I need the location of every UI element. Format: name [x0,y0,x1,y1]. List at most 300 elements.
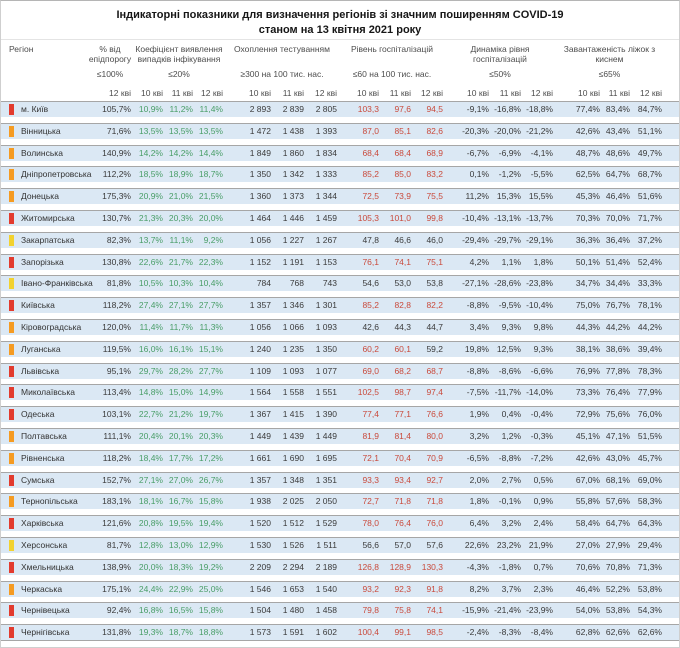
hospital-level-value: 92,7 [426,474,443,485]
detection-value: 13,0% [168,539,193,550]
hospital-level-value: 80,0 [426,430,443,441]
hospital-level-value: 82,6 [426,125,443,136]
threshold-testing: ≥300 на 100 тис. нас. [240,69,324,79]
hospital-dynamics-value: -0,1% [498,496,521,507]
testing-value: 1 551 [315,387,337,398]
hospital-level-value: 60,2 [362,343,379,354]
hospital-level-value: 73,9 [394,191,411,202]
oxygen-beds-value: 70,3% [575,212,600,223]
status-marker-red [9,627,14,638]
hospital-dynamics-value: 15,5% [528,191,553,202]
status-marker-orange [9,584,14,595]
hospital-level-value: 105,3 [357,212,379,223]
oxygen-beds-value: 55,8% [575,496,600,507]
date-label: 10 кві [141,87,163,98]
table-row [1,166,679,182]
table-row [1,188,679,204]
detection-value: 11,4% [199,104,223,114]
oxygen-beds-value: 42,6% [575,452,600,463]
hospital-level-value: 93,4 [394,474,411,485]
oxygen-beds-value: 53,8% [637,583,662,594]
testing-value: 1 152 [249,256,271,267]
testing-value: 1 530 [249,539,271,550]
region-name: Рівненська [21,452,65,463]
hospital-level-value: 71,8 [394,496,411,507]
threshold-epid: ≤100% [96,69,124,79]
detection-value: 17,7% [168,452,193,463]
testing-value: 784 [256,278,271,289]
detection-value: 20,3% [168,212,193,223]
hospital-level-value: 53,8 [426,278,443,289]
testing-value: 1 240 [249,343,271,354]
oxygen-beds-value: 75,6% [605,409,630,420]
oxygen-beds-value: 51,6% [637,191,662,202]
hospital-dynamics-value: 6,4% [469,518,489,529]
oxygen-beds-value: 69,0% [637,474,662,485]
region-cell [1,320,87,335]
oxygen-beds-value: 38,1% [575,343,600,354]
oxygen-beds-value: 62,8% [575,627,600,638]
region-name: Кіровоградська [21,321,82,332]
status-marker-orange [9,322,14,333]
table-row [1,363,679,379]
testing-value: 1 511 [316,539,337,550]
testing-value: 1 439 [282,430,304,441]
hospital-dynamics-value: 23,2% [496,539,521,550]
hospital-dynamics-value: -15,9% [462,605,489,616]
hospital-level-value: 85,2 [362,169,379,180]
oxygen-beds-value: 76,9% [575,365,600,376]
hospital-dynamics-value: -16,8% [494,104,521,114]
table-row [1,123,679,139]
hospital-dynamics-value: -29,7% [494,234,521,245]
testing-value: 1 458 [315,605,337,616]
oxygen-beds-value: 76,4% [605,387,630,398]
hospital-level-value: 77,4 [362,409,379,420]
table-row [1,515,679,531]
region-cell [1,255,87,270]
hospital-level-value: 68,9 [426,147,443,158]
region-name: м. Київ [21,104,49,114]
oxygen-beds-value: 78,3% [637,365,662,376]
hospital-level-value: 91,8 [426,583,443,594]
testing-value: 1 109 [249,365,271,376]
hospital-level-value: 72,1 [362,452,379,463]
oxygen-beds-value: 38,6% [605,343,630,354]
hospital-dynamics-value: 0,5% [533,474,553,485]
testing-value: 1 480 [282,605,304,616]
testing-value: 1 653 [282,583,304,594]
table-row [1,602,679,618]
hospital-level-value: 79,8 [362,605,379,616]
oxygen-beds-value: 51,5% [637,430,662,441]
table-row [1,559,679,575]
testing-value: 1 540 [315,583,337,594]
region-cell [1,560,87,575]
region-cell [1,603,87,618]
hospital-dynamics-value: -21,2% [526,125,553,136]
hospital-dynamics-value: 2,7% [501,474,521,485]
threshold-hospital-level: ≤60 на 100 тис. нас. [352,69,432,79]
status-marker-yellow [9,540,14,551]
region-cell [1,298,87,313]
date-label: 11 кві [171,87,193,98]
hospital-dynamics-value: -6,7% [466,147,489,158]
testing-value: 1 351 [315,474,337,485]
table-row [1,493,679,509]
detection-value: 19,7% [198,409,223,420]
threshold-detection: ≤20% [168,69,190,79]
table-row [1,232,679,248]
detection-value: 18,4% [138,452,163,463]
detection-value: 29,7% [138,365,163,376]
region-name: Одеська [21,409,55,420]
hospital-dynamics-value: -9,5% [498,300,521,311]
region-name: Житомирська [21,212,75,223]
hospital-dynamics-value: -20,0% [494,125,521,136]
detection-value: 14,8% [138,387,163,398]
detection-value: 10,9% [138,104,163,114]
oxygen-beds-value: 36,4% [605,234,630,245]
testing-value: 1 301 [315,300,337,311]
detection-value: 16,8% [138,605,163,616]
hospital-dynamics-value: 9,3% [533,343,553,354]
region-name: Чернівецька [21,605,70,616]
status-marker-red [9,104,14,115]
hospital-dynamics-value: -6,9% [498,147,521,158]
hospital-dynamics-value: 0,4% [501,409,521,420]
detection-value: 20,0% [138,561,163,572]
region-name: Донецька [21,191,59,202]
hospital-dynamics-value: -10,4% [462,212,489,223]
oxygen-beds-value: 46,4% [605,191,630,202]
detection-value: 18,5% [138,169,163,180]
table-row [1,145,679,161]
testing-value: 1 512 [282,518,304,529]
region-cell [1,451,87,466]
hospital-level-value: 76,0 [426,518,443,529]
date-label: 10 кві [467,87,489,98]
testing-value: 2 050 [315,496,337,507]
hospital-dynamics-value: -20,3% [462,125,489,136]
epid-value: 175,1% [102,583,131,594]
testing-value: 1 390 [315,409,337,420]
status-marker-orange [9,148,14,159]
detection-value: 21,7% [168,256,193,267]
oxygen-beds-value: 84,7% [637,104,662,114]
detection-value: 21,0% [168,191,193,202]
oxygen-beds-value: 44,2% [605,321,630,332]
hospital-dynamics-value: 12,5% [496,343,521,354]
status-marker-red [9,518,14,529]
detection-value: 16,0% [138,343,163,354]
date-label: 12 кві [201,87,223,98]
table-row [1,101,679,117]
hospital-level-value: 130,3 [421,561,443,572]
detection-value: 20,3% [198,430,223,441]
hospital-dynamics-value: -14,0% [526,387,553,398]
hospital-dynamics-value: 0,7% [533,561,553,572]
hospital-level-value: 68,4 [362,147,379,158]
testing-value: 1 602 [315,627,337,638]
testing-value: 1 342 [282,169,304,180]
region-cell [1,233,87,248]
testing-value: 1 357 [249,474,271,485]
testing-value: 1 573 [249,627,271,638]
hospital-level-value: 98,7 [394,387,411,398]
oxygen-beds-value: 54,0% [575,605,600,616]
testing-value: 1 373 [282,191,304,202]
hospital-dynamics-value: -8,3% [498,627,521,638]
testing-value: 1 564 [249,387,271,398]
threshold-oxygen-beds: ≤65% [598,69,621,79]
hospital-dynamics-value: -18,8% [526,104,553,114]
testing-value: 1 860 [282,147,304,158]
region-cell [1,625,87,640]
oxygen-beds-value: 68,1% [605,474,630,485]
epid-value: 120,0% [102,321,131,332]
hospital-level-value: 92,3 [394,583,411,594]
region-cell [1,211,87,226]
detection-value: 13,7% [138,234,163,245]
hospital-level-value: 70,9 [426,452,443,463]
hospital-level-value: 74,1 [426,605,443,616]
hospital-dynamics-value: 1,2% [501,430,521,441]
oxygen-beds-value: 58,4% [575,518,600,529]
table-row [1,537,679,553]
testing-value: 1 350 [249,169,271,180]
table-row [1,254,679,270]
column-header-region: Регіон [9,44,34,54]
detection-value: 27,0% [168,474,193,485]
detection-value: 25,0% [198,583,223,594]
oxygen-beds-value: 33,3% [637,278,662,289]
detection-value: 17,2% [198,452,223,463]
region-cell [1,189,87,204]
detection-value: 10,4% [198,278,223,289]
testing-value: 2 805 [315,104,337,114]
hospital-dynamics-value: 11,2% [465,191,489,202]
epid-value: 103,1% [102,409,131,420]
table-row [1,406,679,422]
testing-value: 1 267 [315,234,337,245]
detection-value: 11,2% [169,104,193,114]
testing-value: 1 546 [249,583,271,594]
region-cell [1,364,87,379]
testing-value: 1 834 [315,147,337,158]
hospital-dynamics-value: -21,4% [494,605,521,616]
testing-value: 1 459 [315,212,337,223]
region-cell [1,516,87,531]
oxygen-beds-value: 68,7% [637,169,662,180]
region-cell [1,167,92,182]
epid-value: 130,7% [102,212,131,223]
column-header-testing-title: Охоплення тестуванням [233,44,331,54]
detection-value: 14,4% [198,147,223,158]
epid-value: 81,8% [106,278,131,289]
epid-value: 71,6% [106,125,131,136]
region-name: Херсонська [21,539,68,550]
testing-value: 1 077 [315,365,337,376]
detection-value: 28,2% [168,365,193,376]
oxygen-beds-value: 45,1% [575,430,600,441]
date-label: 12 кві [315,87,337,98]
testing-value: 1 690 [282,452,304,463]
hospital-dynamics-value: -8,8% [466,365,489,376]
date-label: 12 кві [640,87,662,98]
hospital-level-value: 99,1 [394,627,411,638]
oxygen-beds-value: 70,8% [605,561,630,572]
hospital-level-value: 47,8 [362,234,379,245]
epid-value: 118,2% [102,452,131,463]
testing-value: 1 520 [249,518,271,529]
detection-value: 27,7% [198,365,223,376]
epid-value: 118,2% [102,300,131,311]
testing-value: 2 189 [315,561,337,572]
threshold-hospital-dynamics: ≤50% [489,69,511,79]
oxygen-beds-value: 76,0% [637,409,662,420]
region-name: Івано-Франківська [21,278,93,289]
testing-value: 1 591 [282,627,304,638]
oxygen-beds-value: 42,6% [575,125,600,136]
hospital-dynamics-value: -6,5% [466,452,489,463]
date-label: 11 кві [282,87,304,98]
hospital-level-value: 70,4 [394,452,411,463]
hospital-dynamics-value: -13,1% [494,212,521,223]
oxygen-beds-value: 64,3% [637,518,662,529]
hospital-dynamics-value: 1,1% [501,256,521,267]
hospital-level-value: 59,2 [426,343,443,354]
detection-value: 27,7% [198,300,223,311]
oxygen-beds-value: 50,1% [575,256,600,267]
hospital-level-value: 72,5 [362,191,379,202]
region-name: Закарпатська [21,234,75,245]
detection-value: 19,3% [138,627,163,638]
testing-value: 1 464 [249,212,271,223]
hospital-dynamics-value: -1,2% [498,169,521,180]
hospital-dynamics-value: 3,7% [501,583,521,594]
oxygen-beds-value: 52,2% [605,583,630,594]
detection-value: 16,1% [168,343,193,354]
region-cell [1,538,87,553]
oxygen-beds-value: 51,1% [637,125,662,136]
testing-value: 1 235 [282,343,304,354]
detection-value: 22,6% [138,256,163,267]
hospital-level-value: 81,4 [394,430,411,441]
epid-value: 92,4% [106,605,131,616]
region-name: Дніпропетровська [21,169,92,180]
detection-value: 13,5% [168,125,193,136]
hospital-level-value: 97,6 [394,104,411,114]
table-row [1,297,679,313]
status-marker-red [9,409,14,420]
detection-value: 14,2% [168,147,193,158]
hospital-level-value: 68,2 [394,365,411,376]
testing-value: 768 [289,278,304,289]
epid-value: 131,8% [102,627,131,638]
hospital-dynamics-value: 1,8% [533,256,553,267]
region-name: Київська [21,300,55,311]
testing-value: 1 526 [282,539,304,550]
testing-value: 1 367 [249,409,271,420]
column-header-hospital-level-title: Рівень госпіталізацій [350,44,434,54]
oxygen-beds-value: 83,4% [605,104,630,114]
testing-value: 1 056 [249,234,271,245]
testing-value: 1 360 [249,191,271,202]
region-name: Полтавська [21,430,67,441]
detection-value: 22,3% [198,256,223,267]
hospital-dynamics-value: 4,2% [469,256,489,267]
oxygen-beds-value: 62,5% [575,169,600,180]
detection-value: 13,5% [198,125,223,136]
hospital-level-value: 46,6 [394,234,411,245]
hospital-level-value: 69,0 [362,365,379,376]
hospital-dynamics-value: 8,2% [469,583,489,594]
oxygen-beds-value: 62,6% [605,627,630,638]
date-label: 12 кві [109,87,131,98]
detection-value: 11,7% [169,321,193,332]
hospital-level-value: 72,7 [362,496,379,507]
hospital-dynamics-value: -9,1% [466,104,489,114]
oxygen-beds-value: 29,4% [637,539,662,550]
hospital-level-value: 60,1 [394,343,411,354]
testing-value: 1 415 [282,409,304,420]
table-row [1,275,679,291]
hospital-level-value: 126,8 [357,561,379,572]
region-name: Сумська [21,474,55,485]
status-marker-orange [9,453,14,464]
oxygen-beds-value: 34,7% [575,278,600,289]
oxygen-beds-value: 58,3% [637,496,662,507]
oxygen-beds-value: 54,3% [637,605,662,616]
status-marker-red [9,605,14,616]
epid-value: 111,1% [103,430,131,441]
testing-value: 1 472 [249,125,271,136]
hospital-level-value: 77,1 [394,409,411,420]
testing-value: 1 348 [282,474,304,485]
hospital-dynamics-value: -1,8% [498,561,521,572]
region-cell [1,102,87,117]
column-header-detection-title: Коефіцієнт виявлення випадків інфікування [135,44,223,65]
detection-value: 24,4% [138,583,163,594]
region-cell [1,494,87,509]
oxygen-beds-value: 64,7% [605,169,630,180]
epid-value: 175,3% [102,191,131,202]
status-marker-red [9,562,14,573]
testing-value: 1 350 [315,343,337,354]
testing-value: 1 333 [315,169,337,180]
detection-value: 14,9% [198,387,223,398]
hospital-level-value: 76,6 [426,409,443,420]
testing-value: 1 227 [282,234,304,245]
table-header [1,40,679,101]
hospital-dynamics-value: 0,1% [469,169,489,180]
oxygen-beds-value: 44,3% [575,321,600,332]
testing-value: 1 393 [315,125,337,136]
testing-value: 1 529 [315,518,337,529]
status-marker-orange [9,191,14,202]
region-cell [1,342,87,357]
date-label: 11 кві [389,87,411,98]
epid-value: 82,3% [106,234,131,245]
hospital-dynamics-value: 9,3% [501,321,521,332]
detection-value: 11,3% [199,321,223,332]
testing-value: 1 661 [249,452,271,463]
table-row [1,210,679,226]
testing-value: 2 025 [282,496,304,507]
detection-value: 15,0% [168,387,193,398]
hospital-dynamics-value: -0,3% [530,430,553,441]
